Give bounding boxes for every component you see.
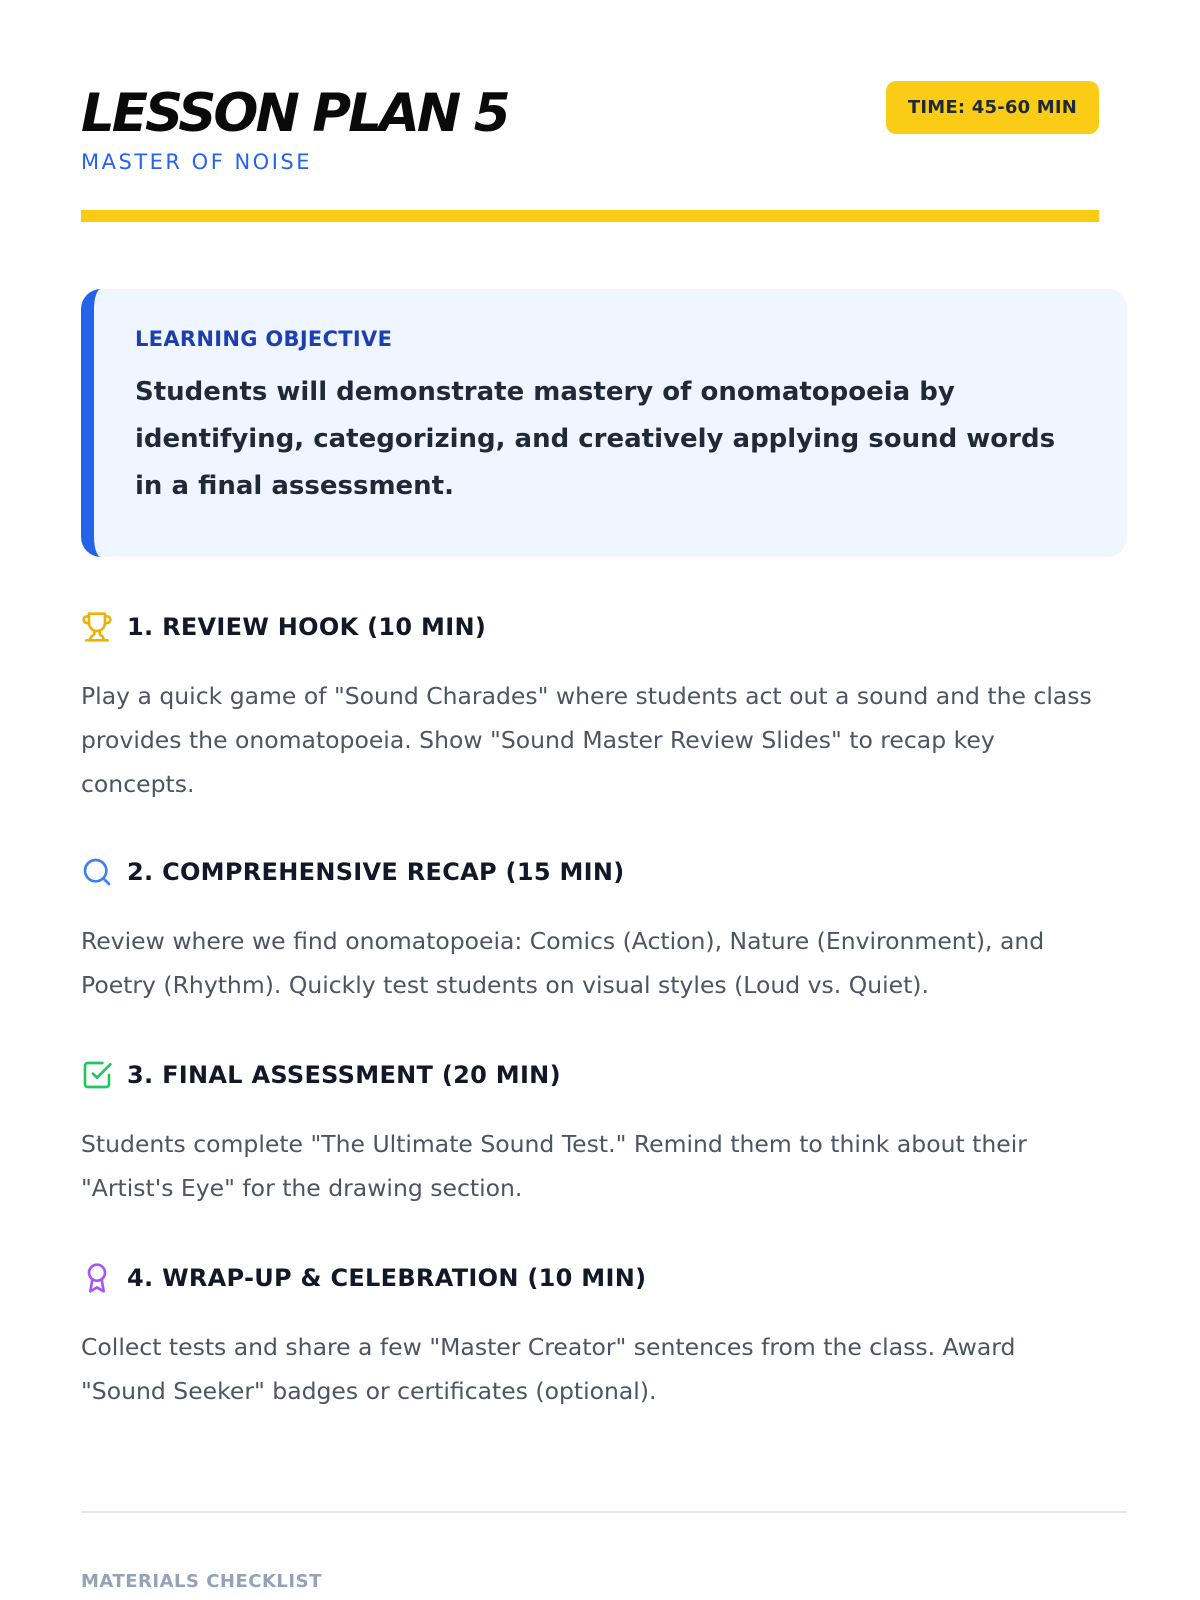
- section-title: 3. FINAL ASSESSMENT (20 MIN): [127, 1061, 561, 1089]
- section-header: [81, 1261, 1099, 1295]
- section-final-assessment: [81, 1058, 1099, 1210]
- page-title: LESSON PLAN 5: [81, 83, 508, 144]
- section-header: [81, 610, 1099, 644]
- section-title: 2. COMPREHENSIVE RECAP (15 MIN): [127, 858, 625, 886]
- page-subtitle: MASTER OF NOISE: [81, 150, 312, 174]
- section-header: [81, 1058, 1099, 1092]
- trophy-icon: [81, 611, 113, 643]
- learning-objective-card: [81, 289, 1127, 557]
- check-square-icon: [81, 1059, 113, 1091]
- section-text: Review where we find onomatopoeia: Comics (Action), Nature (Environment), and Poetry (Rhythm). Quickly test students on visual styles (Loud vs. Quiet).: [81, 927, 1045, 999]
- objective-text: Students will demonstrate mastery of onomatopoeia by identifying, categorizing, and creatively applying sound words in a final assessment.: [135, 377, 1056, 501]
- section-comprehensive-recap: [81, 855, 1099, 1007]
- materials-checklist-label: MATERIALS CHECKLIST: [81, 1571, 322, 1592]
- header-divider-bar: [81, 210, 1099, 222]
- header: [81, 0, 1099, 222]
- section-review-hook: [81, 610, 1099, 806]
- section-text: Play a quick game of "Sound Charades" where students act out a sound and the class provides the onomatopoeia. Show "Sound Master Review Slides" to recap key concepts.: [81, 682, 1092, 798]
- section-title: 1. REVIEW HOOK (10 MIN): [127, 613, 487, 641]
- section-title: 4. WRAP-UP & CELEBRATION (10 MIN): [127, 1264, 647, 1292]
- objective-label: LEARNING OBJECTIVE: [135, 327, 393, 351]
- section-wrap-up: [81, 1261, 1099, 1413]
- search-icon: [81, 856, 113, 888]
- section-divider: [81, 1511, 1127, 1513]
- section-text: Students complete "The Ultimate Sound Test." Remind them to think about their "Artist's Eye" for the drawing section.: [81, 1130, 1027, 1202]
- time-badge: TIME: 45-60 MIN: [886, 81, 1099, 134]
- section-text: Collect tests and share a few "Master Creator" sentences from the class. Award "Sound Seeker" badges or certificates (optional).: [81, 1333, 1016, 1405]
- section-header: [81, 855, 1099, 889]
- award-icon: [81, 1262, 113, 1294]
